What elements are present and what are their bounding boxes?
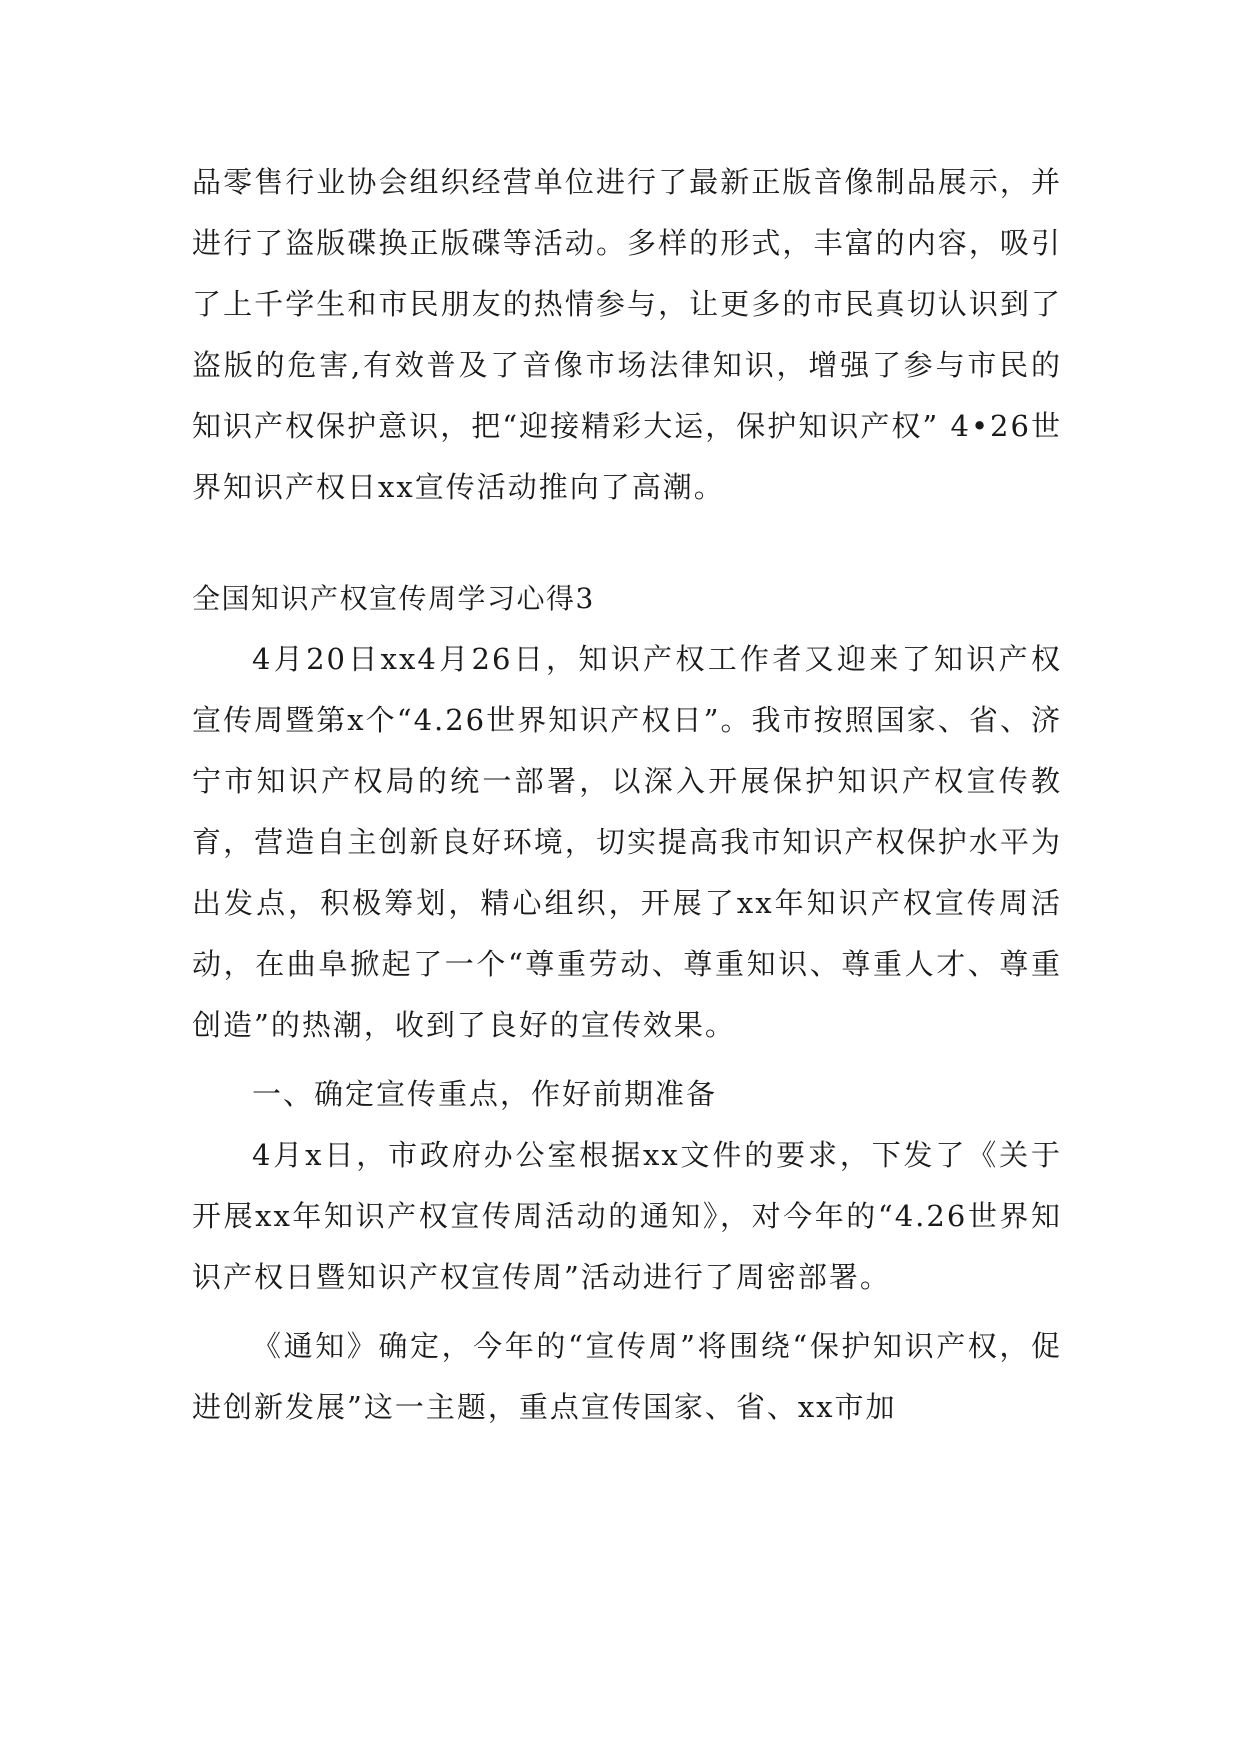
continuation-paragraph: 品零售行业协会组织经营单位进行了最新正版音像制品展示，并进行了盗版碟换正版碟等活动。多样的形式，丰富的内容，吸引了上千学生和市民朋友的热情参与，让更多的市民真切认识到了盗版的危害,有效普及了音像市场法律知识，增强了参与市民的知识产权保护意识，把“迎接精彩大运，保护知识产权” 4•26世界知识产权日xx宣传活动推向了高潮。 [192,165,1062,504]
section-heading: 全国知识产权宣传周学习心得3 [192,582,595,615]
intro-paragraph: 4月20日xx4月26日，知识产权工作者又迎来了知识产权宣传周暨第x个“4.26世界知识产权日”。我市按照国家、省、济宁市知识产权局的统一部署，以深入开展保护知识产权宣传教育，营造自主创新良好环境，切实提高我市知识产权保护水平为出发点，积极筹划，精心组织，开展了xx年知识产权宣传周活动，在曲阜掀起了一个“尊重劳动、尊重知识、尊重人才、尊重创造”的热潮，收到了良好的宣传效果。 [192,642,1062,1042]
document-body [192,152,1062,1438]
section-1-title: 一、确定宣传重点，作好前期准备 [252,1077,718,1111]
section-1-paragraph-2: 《通知》确定，今年的“宣传周”将围绕“保护知识产权，促进创新发展”这一主题，重点宣传国家、省、xx市加 [192,1329,1062,1424]
section-1-paragraph-1: 4月x日，市政府办公室根据xx文件的要求，下发了《关于开展xx年知识产权宣传周活动的通知》，对今年的“4.26世界知识产权日暨知识产权宣传周”活动进行了周密部署。 [192,1138,1062,1294]
